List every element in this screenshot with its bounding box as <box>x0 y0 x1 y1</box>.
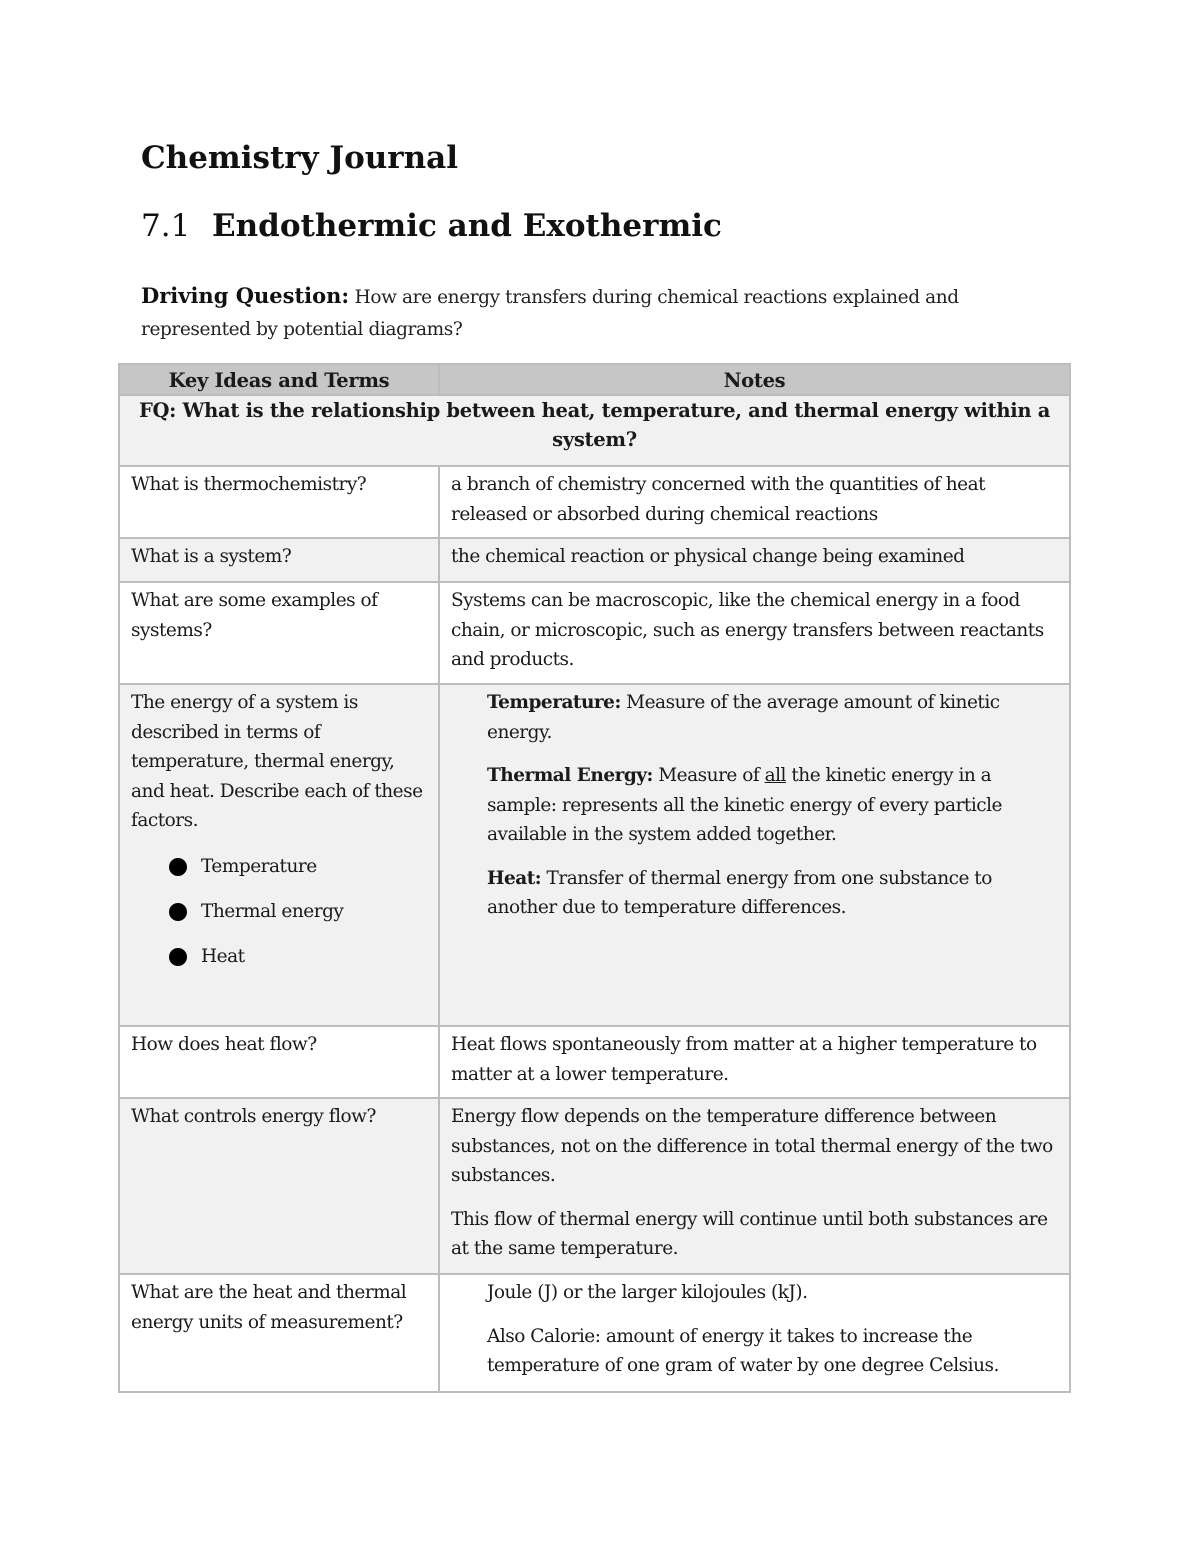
section-title: Endothermic and Exothermic <box>212 208 722 244</box>
term-text: What is thermochemistry? <box>131 474 367 495</box>
definition-label: Thermal Energy: <box>487 765 653 786</box>
term-text: What controls energy flow? <box>131 1106 376 1127</box>
table-header-row <box>119 364 1070 395</box>
definition-heat <box>487 864 1058 923</box>
driving-question-text: How are energy transfers during chemical reactions explained and represented by potential diagrams? <box>141 287 959 340</box>
table-row <box>119 1274 1070 1392</box>
table-row <box>119 582 1070 684</box>
term-text: What are the heat and thermal energy units of measurement? <box>131 1282 407 1333</box>
term-cell <box>119 1098 439 1274</box>
definition-text: Measure of the average amount of kinetic energy. <box>487 692 1000 743</box>
definition-text: Transfer of thermal energy from one substance to another due to temperature differences. <box>487 867 992 918</box>
factor-list <box>131 852 427 971</box>
term-cell <box>119 1026 439 1098</box>
definition-text: the kinetic energy in a sample: represents all the kinetic energy of every particle available in the system added together. <box>487 765 1002 845</box>
list-item <box>131 852 427 881</box>
bullet-icon <box>169 903 187 921</box>
notes-table <box>118 363 1071 1393</box>
bullet-icon <box>169 858 187 876</box>
note-text: Energy flow depends on the temperature difference between substances, not on the difference in total thermal energy of the two substances. <box>451 1106 1053 1186</box>
term-cell <box>119 538 439 582</box>
note-text: Also Calorie: amount of energy it takes to increase the temperature of one gram of water by one degree Celsius. <box>487 1325 999 1376</box>
definition-text: Measure of <box>652 765 765 786</box>
note-cell <box>439 1098 1070 1274</box>
note-cell <box>439 684 1070 1026</box>
note-cell <box>439 582 1070 684</box>
term-text: The energy of a system is described in terms of temperature, thermal energy, and heat. Describe each of these factors. <box>131 692 423 831</box>
note-cell <box>439 1026 1070 1098</box>
table-row <box>119 1026 1070 1098</box>
note-text: a branch of chemistry concerned with the quantities of heat released or absorbed during chemical reactions <box>451 474 986 525</box>
term-cell <box>119 1274 439 1392</box>
note-text: Heat flows spontaneously from matter at a higher temperature to matter at a lower temperature. <box>451 1034 1037 1085</box>
header-notes: Notes <box>439 364 1070 395</box>
table-row <box>119 466 1070 538</box>
note-text: the chemical reaction or physical change being examined <box>451 546 965 567</box>
note-text: Joule (J) or the larger kilojoules (kJ). <box>487 1282 808 1303</box>
note-text: This flow of thermal energy will continue until both substances are at the same temperature. <box>451 1208 1048 1259</box>
definition-label: Heat: <box>487 867 542 889</box>
section-number: 7.1 <box>141 208 191 244</box>
term-cell <box>119 684 439 1026</box>
definition-thermal-energy <box>487 761 1058 850</box>
definition-temperature <box>487 688 1058 747</box>
table-row <box>119 538 1070 582</box>
document-title: Chemistry Journal <box>141 140 459 176</box>
focus-question: FQ: What is the relationship between heat, temperature, and thermal energy within a system? <box>119 395 1070 466</box>
term-cell <box>119 582 439 684</box>
definition-emphasis: all <box>764 765 786 786</box>
factor-label: Temperature <box>201 855 317 877</box>
term-text: What are some examples of systems? <box>131 590 378 641</box>
table-row <box>119 1098 1070 1274</box>
driving-question-label: Driving Question: <box>141 283 350 308</box>
table-row <box>119 684 1070 1026</box>
factor-label: Thermal energy <box>201 900 344 922</box>
driving-question <box>141 280 1041 345</box>
list-item <box>131 942 427 971</box>
note-cell <box>439 466 1070 538</box>
factor-label: Heat <box>201 945 245 967</box>
section-heading <box>141 208 722 244</box>
bullet-icon <box>169 948 187 966</box>
term-text: How does heat flow? <box>131 1034 317 1055</box>
definition-label: Temperature: <box>487 692 621 713</box>
term-cell <box>119 466 439 538</box>
note-cell <box>439 1274 1070 1392</box>
header-key-ideas: Key Ideas and Terms <box>119 364 439 395</box>
note-text: Systems can be macroscopic, like the chemical energy in a food chain, or microscopic, such as energy transfers between reactants and products. <box>451 590 1044 670</box>
term-text: What is a system? <box>131 546 292 567</box>
focus-question-row <box>119 395 1070 466</box>
note-cell <box>439 538 1070 582</box>
list-item <box>131 897 427 926</box>
